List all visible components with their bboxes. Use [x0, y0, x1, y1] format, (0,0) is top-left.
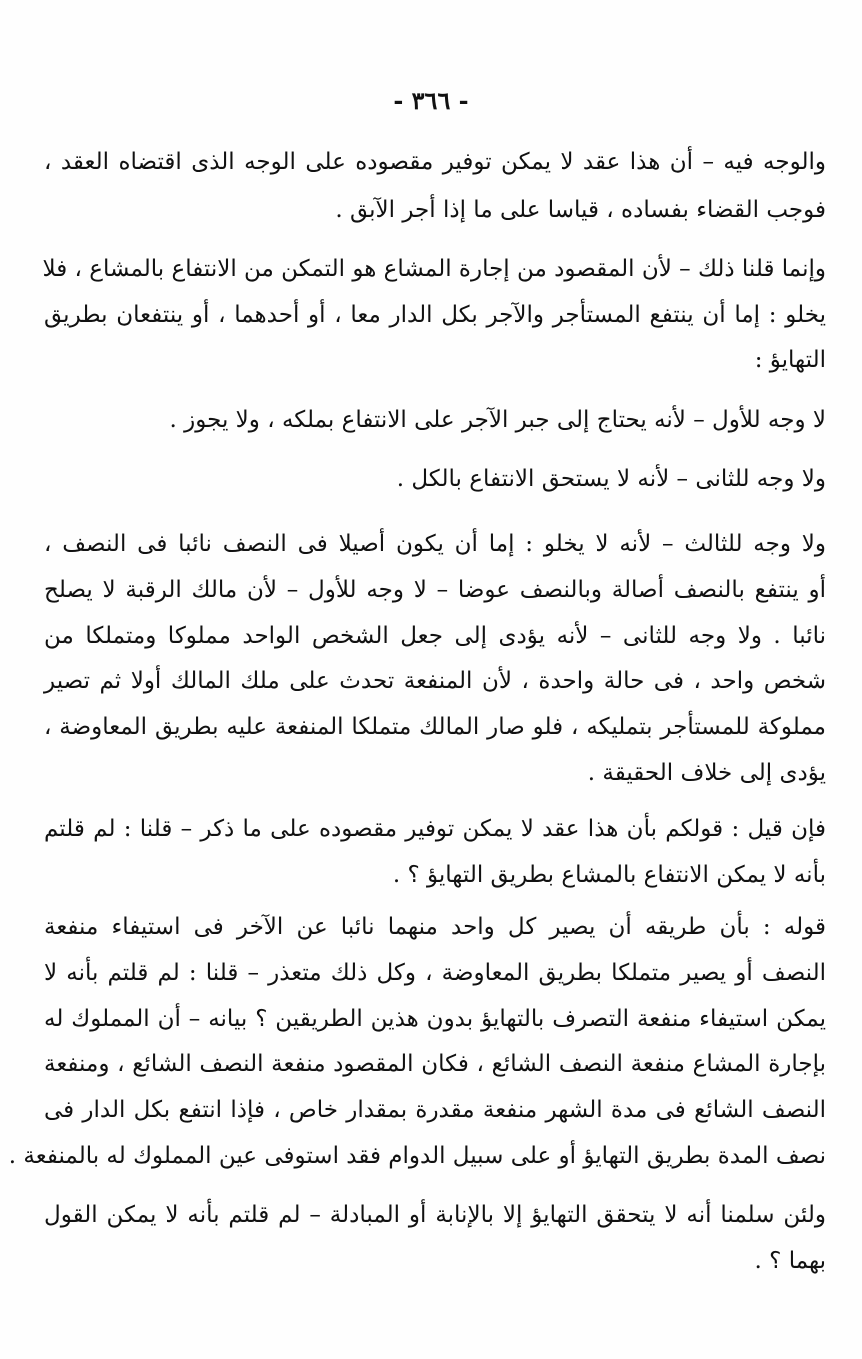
text-line-21: نصف المدة بطريق التهايؤ أو على سبيل الدوام فقد استوفى عين المملوك له بالمنفعة . [8, 1143, 826, 1169]
text-line-13: يؤدى إلى خلاف الحقيقة . [587, 760, 826, 786]
page-number: - ٣٦٦ - [393, 86, 469, 115]
text-line-1: والوجه فيه – أن هذا عقد لا يمكن توفير مقصوده على الوجه الذى اقتضاه العقد ، [44, 149, 826, 175]
text-line-12: مملوكة للمستأجر بتمليكه ، فلو صار المالك متملكا المنفعة عليه بطريق المعاوضة ، [44, 714, 826, 740]
text-line-15: بأنه لا يمكن الانتفاع بالمشاع بطريق التهايؤ ؟ . [392, 862, 826, 888]
text-line-4: يخلو : إما أن ينتفع المستأجر والآجر بكل الدار معا ، أو أحدهما ، أو ينتفعان بطريق [44, 302, 826, 328]
text-line-23: بهما ؟ . [754, 1248, 826, 1274]
text-line-20: النصف الشائع فى مدة الشهر منفعة مقدرة بمقدار خاص ، فإذا انتفع بكل الدار فى [44, 1097, 826, 1123]
text-line-17: النصف أو يصير متملكا بطريق المعاوضة ، وكل ذلك متعذر – قلنا : لم قلتم بأنه لا [44, 960, 826, 986]
text-line-19: بإجارة المشاع منفعة النصف الشائع ، فكان المقصود منفعة النصف الشائع ، ومنفعة [44, 1051, 826, 1077]
text-line-10: نائبا . ولا وجه للثانى – لأنه يؤدى إلى جعل الشخص الواحد مملوكا ومتملكا من [44, 623, 826, 649]
text-line-2: فوجب القضاء بفساده ، قياسا على ما إذا أجر الآبق . [335, 197, 826, 223]
text-line-6: لا وجه للأول – لأنه يحتاج إلى جبر الآجر على الانتفاع بملكه ، ولا يجوز . [169, 407, 826, 433]
text-line-9: أو ينتفع بالنصف أصالة وبالنصف عوضا – لا وجه للأول – لأن مالك الرقبة لا يصلح [44, 577, 826, 603]
text-line-18: يمكن استيفاء منفعة التصرف بالتهايؤ بدون هذين الطريقين ؟ بيانه – أن المملوك له [44, 1006, 826, 1032]
text-line-22: ولئن سلمنا أنه لا يتحقق التهايؤ إلا بالإنابة أو المبادلة – لم قلتم بأنه لا يمكن القول [44, 1202, 826, 1228]
text-line-3: وإنما قلنا ذلك – لأن المقصود من إجارة المشاع هو التمكن من الانتفاع بالمشاع ، فلا [42, 256, 826, 282]
text-line-8: ولا وجه للثالث – لأنه لا يخلو : إما أن يكون أصيلا فى النصف نائبا فى النصف ، [44, 531, 826, 557]
text-line-16: قوله : بأن طريقه أن يصير كل واحد منهما نائبا عن الآخر فى استيفاء منفعة [44, 914, 826, 940]
text-line-14: فإن قيل : قولكم بأن هذا عقد لا يمكن توفير مقصوده على ما ذكر – قلنا : لم قلتم [44, 816, 826, 842]
text-line-7: ولا وجه للثانى – لأنه لا يستحق الانتفاع بالكل . [396, 466, 826, 492]
text-line-11: شخص واحد ، فى حالة واحدة ، لأن المنفعة تحدث على ملك المالك أولا ثم تصير [44, 668, 826, 694]
text-line-5: التهايؤ : [754, 347, 826, 373]
